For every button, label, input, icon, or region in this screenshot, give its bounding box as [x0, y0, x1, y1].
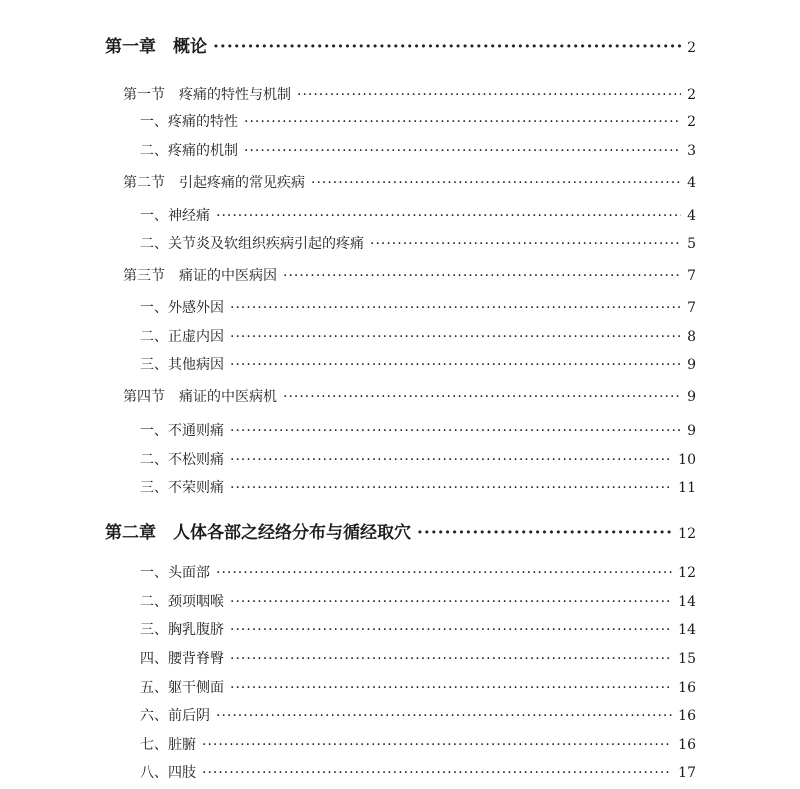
toc-item	[140, 705, 696, 725]
toc-entry-page: 2	[687, 40, 696, 56]
leader-dots	[202, 737, 672, 753]
toc-item	[140, 233, 696, 253]
toc-entry-title: 第四节 痛证的中医病机	[123, 389, 277, 405]
toc-section-3	[123, 265, 696, 285]
toc-entry-page: 9	[687, 423, 696, 439]
toc-item	[140, 354, 696, 374]
toc-entry-page: 16	[678, 708, 696, 724]
toc-entry-page: 7	[687, 300, 696, 316]
leader-dots	[311, 175, 681, 191]
toc-item	[140, 648, 696, 668]
toc-entry-title: 一、神经痛	[140, 208, 210, 224]
toc-entry-title: 二、正虚内因	[140, 329, 224, 345]
toc-item	[140, 326, 696, 346]
leader-dots	[230, 622, 672, 638]
toc-item	[140, 477, 696, 497]
leader-dots	[213, 37, 681, 57]
toc-entry-page: 14	[678, 594, 696, 610]
toc-section-4	[123, 386, 696, 406]
toc-item	[140, 420, 696, 440]
leader-dots	[216, 565, 672, 581]
toc-entry-title: 一、外感外因	[140, 300, 224, 316]
leader-dots	[283, 268, 681, 284]
toc-entry-title: 一、不通则痛	[140, 423, 224, 439]
toc-item	[140, 140, 696, 160]
toc-entry-title: 第二章 人体各部之经络分布与循经取穴	[105, 523, 411, 543]
toc-item	[140, 111, 696, 131]
toc-entry-title: 第二节 引起疼痛的常见疾病	[123, 175, 305, 191]
toc-entry-title: 三、其他病因	[140, 357, 224, 373]
leader-dots	[244, 143, 681, 159]
toc-entry-page: 17	[678, 765, 696, 781]
toc-entry-title: 第三节 痛证的中医病因	[123, 268, 277, 284]
toc-entry-page: 2	[687, 87, 696, 103]
toc-entry-page: 16	[678, 737, 696, 753]
toc-entry-page: 11	[678, 480, 696, 496]
leader-dots	[417, 523, 672, 543]
leader-dots	[216, 708, 672, 724]
toc-entry-title: 第一节 疼痛的特性与机制	[123, 87, 291, 103]
toc-entry-title: 四、腰背脊臀	[140, 651, 224, 667]
toc-chapter-1	[105, 32, 696, 57]
toc-entry-page: 4	[687, 208, 696, 224]
toc-entry-page: 12	[678, 565, 696, 581]
leader-dots	[230, 329, 681, 345]
leader-dots	[230, 480, 672, 496]
leader-dots	[230, 594, 672, 610]
toc-chapter-2	[105, 518, 696, 543]
toc-entry-page: 10	[678, 452, 696, 468]
leader-dots	[202, 765, 672, 781]
leader-dots	[244, 114, 681, 130]
toc-entry-title: 一、头面部	[140, 565, 210, 581]
toc-entry-title: 一、疼痛的特性	[140, 114, 238, 130]
toc-item	[140, 762, 696, 782]
toc-entry-page: 3	[687, 143, 696, 159]
toc-entry-page: 7	[687, 268, 696, 284]
toc-item	[140, 562, 696, 582]
toc-entry-title: 三、不荣则痛	[140, 480, 224, 496]
leader-dots	[230, 452, 672, 468]
leader-dots	[283, 389, 681, 405]
toc-entry-title: 二、颈项咽喉	[140, 594, 224, 610]
toc-item	[140, 677, 696, 697]
toc-item	[140, 619, 696, 639]
leader-dots	[230, 357, 681, 373]
toc-entry-page: 9	[687, 389, 696, 405]
toc-entry-title: 六、前后阴	[140, 708, 210, 724]
leader-dots	[230, 651, 672, 667]
toc-entry-page: 16	[678, 680, 696, 696]
leader-dots	[297, 87, 681, 103]
toc-entry-page: 9	[687, 357, 696, 373]
leader-dots	[230, 680, 672, 696]
toc-entry-title: 三、胸乳腹脐	[140, 622, 224, 638]
toc-entry-title: 二、不松则痛	[140, 452, 224, 468]
leader-dots	[370, 236, 681, 252]
toc-entry-title: 五、躯干侧面	[140, 680, 224, 696]
toc-section-1	[123, 84, 696, 104]
toc-entry-title: 二、关节炎及软组织疾病引起的疼痛	[140, 236, 364, 252]
leader-dots	[216, 208, 681, 224]
toc-entry-title: 二、疼痛的机制	[140, 143, 238, 159]
toc-entry-page: 2	[687, 114, 696, 130]
toc-item	[140, 449, 696, 469]
toc-entry-page: 8	[687, 329, 696, 345]
toc-entry-page: 4	[687, 175, 696, 191]
leader-dots	[230, 423, 681, 439]
leader-dots	[230, 300, 681, 316]
toc-entry-page: 12	[678, 526, 696, 542]
toc-entry-title: 第一章 概论	[105, 37, 207, 57]
toc-entry-title: 八、四肢	[140, 765, 196, 781]
toc-entry-page: 15	[678, 651, 696, 667]
toc-section-2	[123, 172, 696, 192]
toc-entry-page: 5	[687, 236, 696, 252]
toc-item	[140, 205, 696, 225]
toc-item	[140, 297, 696, 317]
toc-item	[140, 734, 696, 754]
toc-item	[140, 591, 696, 611]
toc-entry-title: 七、脏腑	[140, 737, 196, 753]
toc-entry-page: 14	[678, 622, 696, 638]
